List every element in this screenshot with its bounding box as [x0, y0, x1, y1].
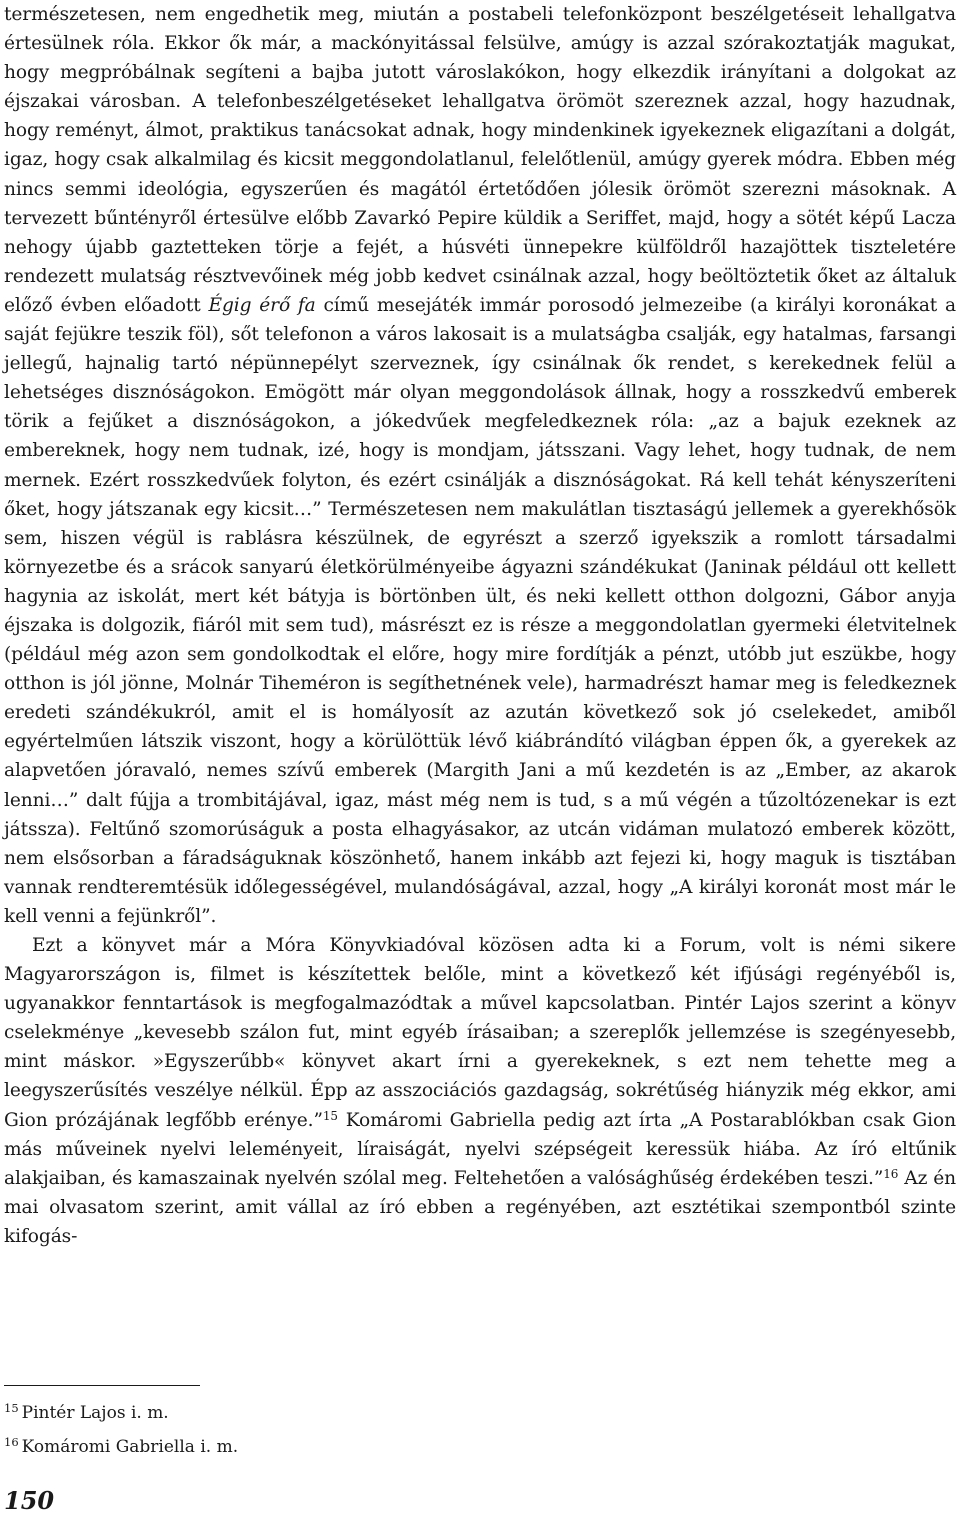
footnote-reference-16[interactable]: 16 [883, 1166, 899, 1181]
footnote-reference-15[interactable]: 15 [322, 1108, 338, 1123]
footnote-text: Komáromi Gabriella i. m. [21, 1437, 239, 1457]
footnote-15 [4, 1396, 944, 1430]
footnote-number: 15 [4, 1401, 19, 1415]
footnote-divider [4, 1385, 200, 1386]
footnote-text: Pintér Lajos i. m. [21, 1403, 169, 1423]
footnotes [4, 1396, 944, 1464]
paragraph-2-text-b: Komáromi Gabriella pedig azt írta „A Postarablókban csak Gion más műveinek nyelvi leleményeit, líraiságát, nyelvi szépségeit keressük hiába. Az író eltűnik alakjaiban, és kamaszainak nyelvén szólal meg. Feltehetően a valósághűség érdekében teszi.” [4, 1109, 956, 1189]
footnote-16 [4, 1430, 944, 1464]
paragraph-1-text-b: című mesejáték immár porosodó jelmezeibe (a királyi koronákat a saját fejükre teszik föl), sőt telefonon a város lakosait is a mulatságba csalják, egy hatalmas, farsangi jellegű, hajnalig tartó népünnepélyt szerveznek, így csinálnak ők rendet, s kerekednek felül a lehetséges disznóságokon. Emögött már olyan meggondolások állnak, hogy a rosszkedvű emberek törik a fejűket a disznóságokon, a jókedvűek megfeledkeznek róla: „az a bajuk ezeknek az embereknek, hogy nem tudnak, izé, hogy is mondjam, játsszani. Vagy lehet, hogy tudnak, de nem mernek. Ezért rosszkedvűek folyton, és ezért csinálják a disznóságokat. Rá kell tehát kényszeríteni őket, hogy játszanak egy kicsit…” Természetesen nem makulátlan tisztaságú jellemek a gyerekhősök sem, hiszen végül is rablásra készülnek, de egyrészt a szerző igyekszik a romlott társadalmi környezetbe és a srácok sanyarú életkörülményeibe ágyazni szándékukat (Janinak például ott kellett hagynia az iskolát, mert két bátyja is börtönben ült, és neki kellett otthon dolgozni, Gábor anyja éjszaka is dolgozik, fiáról mit sem tud), másrészt ez is része a meggondolatlan gyermeki életvitelnek (például még azon sem gondolkodtak el előre, hogy mire fordítják a pénzt, utóbb jut eszükbe, hogy otthon is jól jönne, Molnár Tiheméron is segíthetnének vele), harmadrészt hamar meg is feledkeznek eredeti szándékukról, amit el is homályosít az azután következő sok jó cselekedet, amiből egyértelműen látszik viszont, hogy a körülöttük lévő kiábrándító világban éppen ők, a gyerekek az alapvetően jóravaló, nemes szívű emberek (Margith Jani a mű kezdetén is az „Ember, az akarok lenni…” dalt fújja a trombitájával, igaz, mást még nem is tud, s a mű végén a tűzoltózenekar is ezt játssza). Feltűnő szomorúságuk a posta elhagyásakor, az utcán vidáman mulatozó emberek között, nem elsősorban a fáradságuknak köszönhető, hanem inkább azt fejezi ki, hogy maguk is tisztában vannak rendteremtésük időlegességével, mulandóságával, azzal, hogy „A királyi koronát most már le kell venni a fejünkről”. [4, 294, 956, 927]
paragraph-1 [4, 0, 956, 931]
footnote-number: 16 [4, 1435, 19, 1449]
play-title: Égig érő fa [208, 294, 316, 316]
paragraph-1-text-a: természetesen, nem engedhetik meg, miután a postabeli telefonközpont beszélgetéseit lehallgatva értesülnek róla. Ekkor ők már, a mackónyitással felsülve, amúgy is azzal szórakoztatják magukat, hogy megpróbálnak segíteni a bajba jutott városlakókon, hogy elkezdik irányítani a dolgokat az éjszakai városban. A telefonbeszélgetéseket lehallgatva örömöt szereznek azzal, hogy hazudnak, hogy reményt, álmot, praktikus tanácsokat adnak, hogy mindenkinek igyekeznek eligazítani a dolgát, igaz, hogy csak alkalmilag és kicsit meggondolatlanul, felelőtlenül, amúgy gyerek módra. Ebben még nincs semmi ideológia, egyszerűen és magától értetődően jólesik örömöt szerezni másoknak. A tervezett bűntényről értesülve előbb Zavarkó Pepire küldik a Seriffet, majd, hogy a sötét képű Lacza nehogy újabb gaztetteken törje a fejét, a húsvéti ünnepekre külföldről hazajöttek tiszteletére rendezett mulatság résztvevőinek még jobb kedvet csinálnak azzal, hogy beöltöztetik őket az általuk előző évben előadott [4, 4, 956, 316]
paragraph-2-text-a: Ezt a könyvet már a Móra Könyvkiadóval közösen adta ki a Forum, volt is némi sikere Magyarországon is, filmet is készítettek belőle, mint a következő két ifjúsági regényéből is, ugyanakkor fenntartások is megfogalmazódtak a művel kapcsolatban. Pintér Lajos szerint a könyv cselekménye „kevesebb szálon fut, mint egyéb írásaiban; a szereplők jellemzése is szegényesebb, mint máskor. »Egyszerűbb« könyvet akart írni a gyerekeknek, s ezt nem tehette meg a leegyszerűsítés veszélye nélkül. Épp az asszociációs gazdagság, sokrétűség hiányzik még ekkor, ami Gion prózájának legfőbb erénye.” [4, 935, 956, 1131]
page-number: 150 [4, 1486, 55, 1515]
paragraph-2 [4, 931, 956, 1251]
page-body [4, 0, 956, 1251]
paragraph-2-text-c: Az én mai olvasatom szerint, amit vállal az író ebben a regényében, azt esztétikai szempontból szinte kifogás- [4, 1167, 956, 1247]
